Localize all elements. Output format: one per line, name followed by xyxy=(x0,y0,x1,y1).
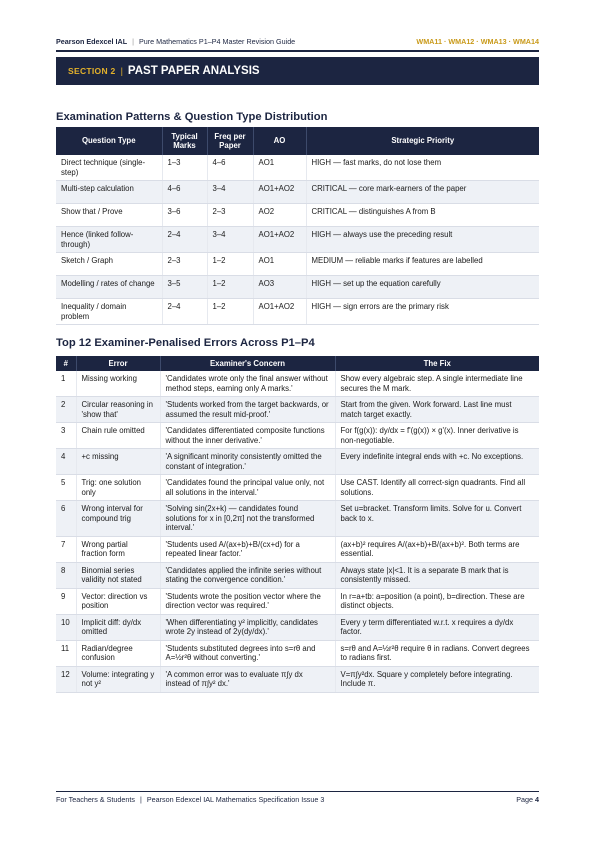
table-cell: 'A common error was to evaluate π∫y dx instead of π∫y² dx.' xyxy=(160,666,335,692)
table-row xyxy=(56,423,539,449)
table-cell: 'When differentiating y² implicitly, candidates wrote 2y instead of 2y(dy/dx).' xyxy=(160,614,335,640)
table-cell: Trig: one solution only xyxy=(76,475,160,501)
table-cell: Every y term differentiated w.r.t. x requires a dy/dx factor. xyxy=(335,614,539,640)
table-cell: +c missing xyxy=(76,449,160,475)
table-cell: (ax+b)² requires A/(ax+b)+B/(ax+b)². Both terms are essential. xyxy=(335,536,539,562)
table-row xyxy=(56,588,539,614)
table-row xyxy=(56,536,539,562)
page-label: Page xyxy=(516,795,533,804)
table-cell: HIGH — sign errors are the primary risk xyxy=(306,299,539,325)
table-cell: Modelling / rates of change xyxy=(56,276,162,299)
table-cell: V=π∫y²dx. Square y completely before integrating. Include π. xyxy=(335,666,539,692)
table-cell: Circular reasoning in 'show that' xyxy=(76,397,160,423)
header-subtitle: Pure Mathematics P1–P4 Master Revision Guide xyxy=(138,36,296,46)
table-cell: Wrong partial fraction form xyxy=(76,536,160,562)
table-cell: Multi-step calculation xyxy=(56,181,162,204)
section-title: PAST PAPER ANALYSIS xyxy=(127,65,260,77)
table-row xyxy=(56,299,539,325)
table-row xyxy=(56,276,539,299)
table-cell: 7 xyxy=(56,536,76,562)
table-row xyxy=(56,640,539,666)
table-cell: 4–6 xyxy=(162,181,207,204)
errors-heading: Top 12 Examiner-Penalised Errors Across P1–P4 xyxy=(56,337,315,349)
table-cell: 'Students used A/(ax+b)+B/(cx+d) for a repeated linear factor.' xyxy=(160,536,335,562)
table-row xyxy=(56,501,539,537)
table-cell: 3–5 xyxy=(162,276,207,299)
errors-header-row xyxy=(56,356,539,371)
table-cell: 1–2 xyxy=(207,253,253,276)
table-cell: 1–2 xyxy=(207,276,253,299)
table-cell: 4–6 xyxy=(207,155,253,181)
table-cell: CRITICAL — distinguishes A from B xyxy=(306,204,539,227)
running-header xyxy=(56,34,539,48)
patterns-col-header: Freq per Paper xyxy=(207,127,253,155)
table-cell: 2 xyxy=(56,397,76,423)
header-unit-codes: WMA11 · WMA12 · WMA13 · WMA14 xyxy=(416,36,539,46)
table-row xyxy=(56,155,539,181)
table-cell: HIGH — always use the preceding result xyxy=(306,227,539,253)
patterns-col-header: AO xyxy=(253,127,306,155)
table-cell: Binomial series validity not stated xyxy=(76,562,160,588)
table-cell: Every indefinite integral ends with +c. No exceptions. xyxy=(335,449,539,475)
footer-left xyxy=(56,795,324,804)
table-row xyxy=(56,253,539,276)
table-cell: Inequality / domain problem xyxy=(56,299,162,325)
section-banner xyxy=(56,57,539,85)
table-cell: AO2 xyxy=(253,204,306,227)
table-row xyxy=(56,614,539,640)
table-cell: 3–4 xyxy=(207,181,253,204)
table-row xyxy=(56,562,539,588)
errors-col-header: Examiner's Concern xyxy=(160,356,335,371)
table-cell: 1 xyxy=(56,371,76,397)
table-cell: 5 xyxy=(56,475,76,501)
table-cell: Always state |x|<1. It is a separate B mark that is consistently missed. xyxy=(335,562,539,588)
table-cell: Start from the given. Work forward. Last line must match target exactly. xyxy=(335,397,539,423)
table-cell: Implicit diff: dy/dx omitted xyxy=(76,614,160,640)
errors-table xyxy=(56,356,539,693)
table-cell: HIGH — fast marks, do not lose them xyxy=(306,155,539,181)
table-row xyxy=(56,181,539,204)
table-cell: 9 xyxy=(56,588,76,614)
table-cell: Wrong interval for compound trig xyxy=(76,501,160,537)
table-cell: 2–3 xyxy=(207,204,253,227)
footer-audience: For Teachers & Students xyxy=(56,795,135,804)
header-separator: | xyxy=(132,36,134,46)
table-cell: 12 xyxy=(56,666,76,692)
table-cell: 3–6 xyxy=(162,204,207,227)
table-cell: 11 xyxy=(56,640,76,666)
table-cell: AO1+AO2 xyxy=(253,299,306,325)
table-row xyxy=(56,666,539,692)
table-cell: 'Candidates applied the infinite series without stating the convergence condition.' xyxy=(160,562,335,588)
table-cell: 2–4 xyxy=(162,227,207,253)
table-cell: Set u=bracket. Transform limits. Solve for u. Convert back to x. xyxy=(335,501,539,537)
footer-rule xyxy=(56,791,539,792)
patterns-col-header: Strategic Priority xyxy=(306,127,539,155)
table-cell: In r=a+tb: a=position (a point), b=direction. These are distinct objects. xyxy=(335,588,539,614)
table-cell: Hence (linked follow-through) xyxy=(56,227,162,253)
table-cell: 1–3 xyxy=(162,155,207,181)
table-cell: 4 xyxy=(56,449,76,475)
table-cell: Missing working xyxy=(76,371,160,397)
page-footer xyxy=(56,795,539,804)
errors-col-header: The Fix xyxy=(335,356,539,371)
patterns-col-header: Question Type xyxy=(56,127,162,155)
table-cell: 'Solving sin(2x+k) — candidates found solutions for x in [0,2π] not the transformed interval.' xyxy=(160,501,335,537)
table-cell: Direct technique (single-step) xyxy=(56,155,162,181)
table-row xyxy=(56,397,539,423)
table-cell: 'Students worked from the target backwards, or assumed the result mid-proof.' xyxy=(160,397,335,423)
table-row xyxy=(56,449,539,475)
table-cell: AO3 xyxy=(253,276,306,299)
page-number-value: 4 xyxy=(535,795,539,804)
patterns-table xyxy=(56,127,539,325)
table-cell: 2–3 xyxy=(162,253,207,276)
table-cell: Use CAST. Identify all correct-sign quadrants. Find all solutions. xyxy=(335,475,539,501)
table-cell: AO1 xyxy=(253,253,306,276)
table-cell: 3–4 xyxy=(207,227,253,253)
table-row xyxy=(56,227,539,253)
errors-col-header: # xyxy=(56,356,76,371)
table-cell: AO1+AO2 xyxy=(253,227,306,253)
table-cell: 10 xyxy=(56,614,76,640)
table-cell: 1–2 xyxy=(207,299,253,325)
table-cell: 'Candidates found the principal value only, not all solutions in the interval.' xyxy=(160,475,335,501)
table-cell: AO1 xyxy=(253,155,306,181)
table-cell: Vector: direction vs position xyxy=(76,588,160,614)
table-cell: 'Candidates wrote only the final answer without method steps, earning only A marks.' xyxy=(160,371,335,397)
table-cell: CRITICAL — core mark-earners of the paper xyxy=(306,181,539,204)
header-left xyxy=(56,37,295,46)
table-cell: 3 xyxy=(56,423,76,449)
table-cell: s=rθ and A=½r²θ require θ in radians. Convert degrees to radians first. xyxy=(335,640,539,666)
table-row xyxy=(56,475,539,501)
table-cell: HIGH — set up the equation carefully xyxy=(306,276,539,299)
table-cell: 'A significant minority consistently omitted the constant of integration.' xyxy=(160,449,335,475)
section-divider: | xyxy=(120,66,123,76)
header-rule xyxy=(56,50,539,52)
header-publisher: Pearson Edexcel IAL xyxy=(56,36,128,46)
table-cell: Show that / Prove xyxy=(56,204,162,227)
table-cell: Chain rule omitted xyxy=(76,423,160,449)
table-cell: 'Students wrote the position vector where the direction vector was required.' xyxy=(160,588,335,614)
footer-spec: Pearson Edexcel IAL Mathematics Specification Issue 3 xyxy=(146,795,325,804)
table-cell: Volume: integrating y not y² xyxy=(76,666,160,692)
table-cell: Sketch / Graph xyxy=(56,253,162,276)
section-number: SECTION 2 xyxy=(68,66,116,76)
table-cell: For f(g(x)): dy/dx = f'(g(x)) × g'(x). Inner derivative is non-negotiable. xyxy=(335,423,539,449)
patterns-col-header: Typical Marks xyxy=(162,127,207,155)
errors-col-header: Error xyxy=(76,356,160,371)
table-cell: Radian/degree confusion xyxy=(76,640,160,666)
table-cell: Show every algebraic step. A single intermediate line secures the M mark. xyxy=(335,371,539,397)
page-number xyxy=(516,795,539,804)
table-cell: AO1+AO2 xyxy=(253,181,306,204)
patterns-heading: Examination Patterns & Question Type Distribution xyxy=(56,111,328,123)
table-cell: MEDIUM — reliable marks if features are labelled xyxy=(306,253,539,276)
table-cell: 'Candidates differentiated composite functions without the inner derivative.' xyxy=(160,423,335,449)
table-row xyxy=(56,204,539,227)
table-row xyxy=(56,371,539,397)
table-cell: 2–4 xyxy=(162,299,207,325)
table-cell: 'Students substituted degrees into s=rθ and A=½r²θ without converting.' xyxy=(160,640,335,666)
table-cell: 8 xyxy=(56,562,76,588)
footer-separator: | xyxy=(139,795,142,804)
table-cell: 6 xyxy=(56,501,76,537)
patterns-header-row xyxy=(56,127,539,155)
